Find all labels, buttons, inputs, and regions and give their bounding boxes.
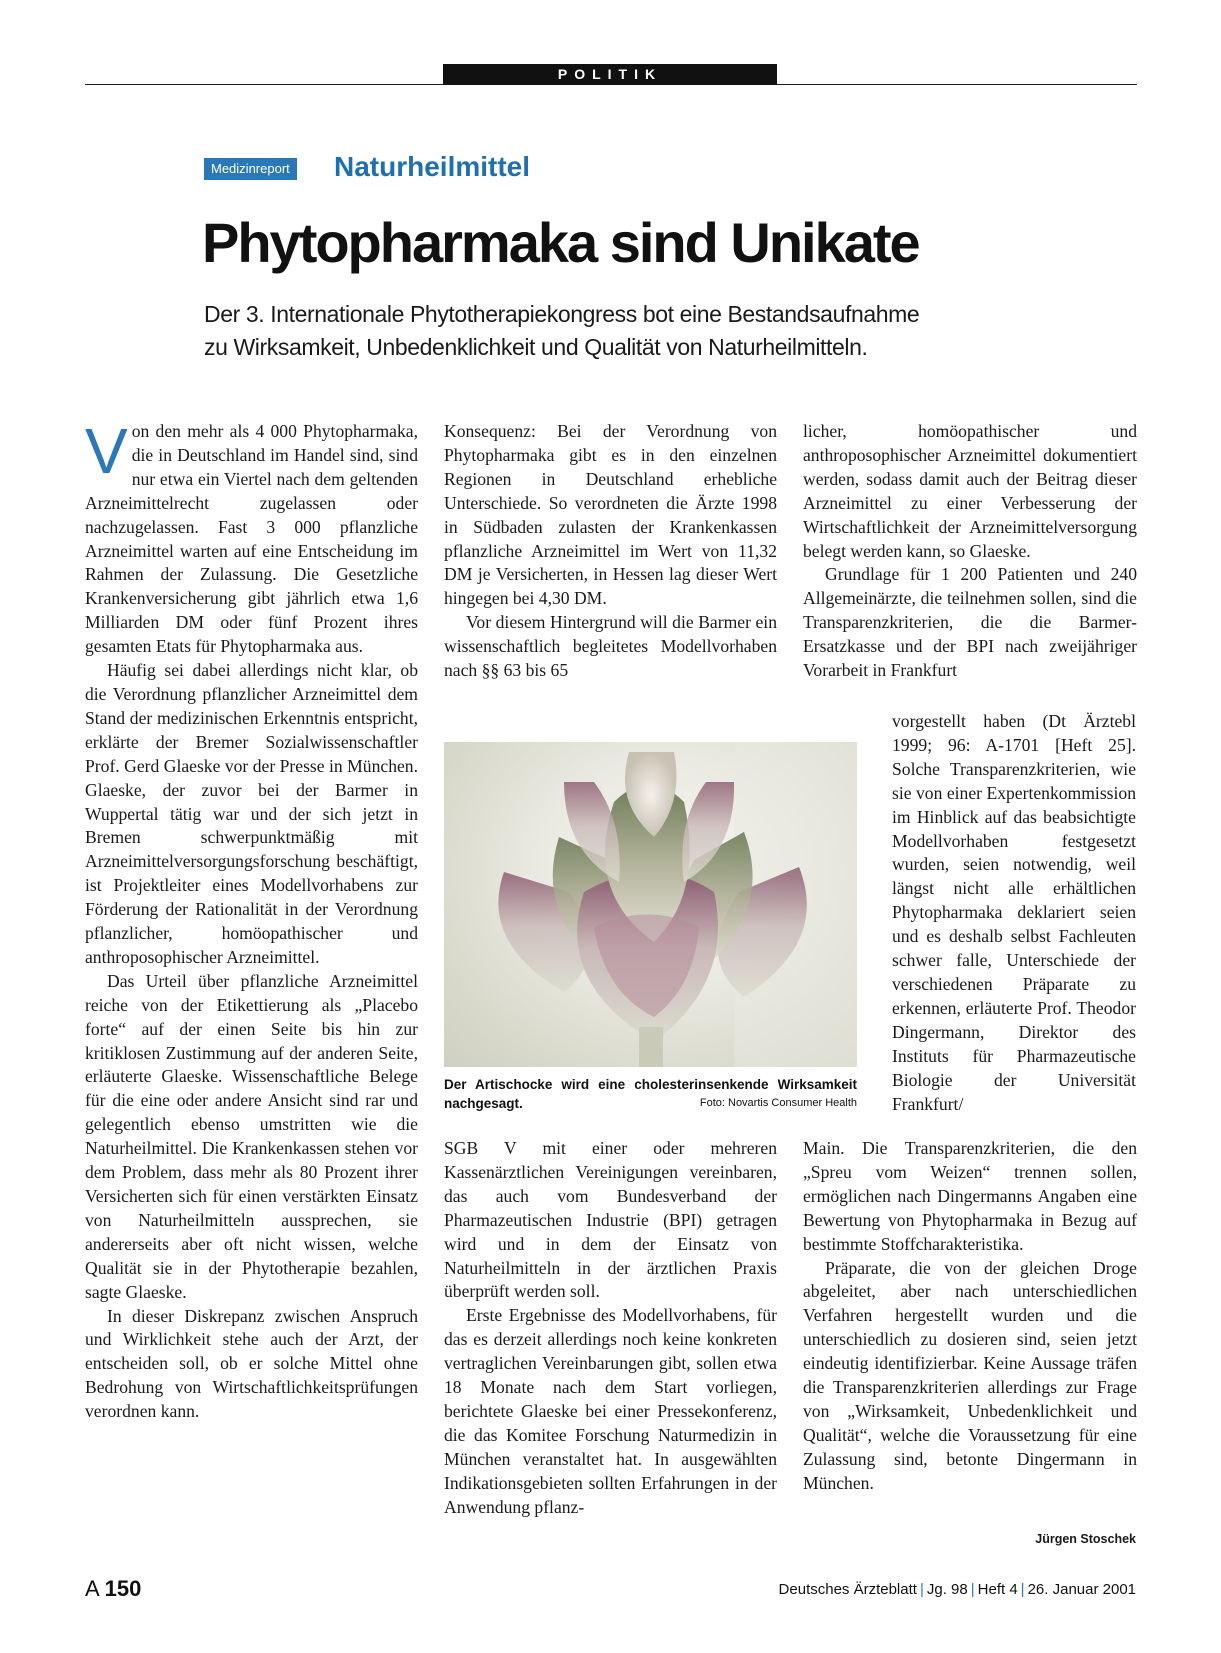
journal-volume: Jg. 98 [926,1581,968,1598]
photo-credit: Foto: Novartis Consumer Health [699,1097,857,1109]
paragraph: Main. Die Transparenzkriterien, die den „Spreu vom Weizen“ trennen sollen, ermöglichen nach Dingermanns Angaben eine Bewertung von Phytopharmaka in Bezug auf bestimmte Stoffcharakteristika. [803,1138,1137,1254]
subtitle-line-2: zu Wirksamkeit, Unbedenklichkeit und Qualität von Naturheilmitteln. [204,334,868,360]
article-column-2-top [444,420,777,683]
paragraph: In dieser Diskrepanz zwischen Anspruch und Wirklichkeit stehe auch der Arzt, der entscheiden soll, ob er solche Mittel ohne Bedrohung von Wirtschaftlichkeitsprüfungen verordnen kann. [85,1305,418,1422]
paragraph: Vor diesem Hintergrund will die Barmer ein wissenschaftlich begleitetes Modellvorhaben nach §§ 63 bis 65 [444,612,777,681]
author-signature: Jürgen Stoschek [1035,1532,1136,1546]
artichoke-photo [444,742,857,1067]
artichoke-illustration [444,742,857,1067]
separator: | [919,1581,924,1598]
paragraph: Konsequenz: Bei der Verordnung von Phytopharmaka gibt es in den einzelnen Regionen in Deutschland erhebliche Unterschiede. So verordneten die Ärzte 1998 in Südbaden zulasten der Krankenkassen pflanzliche Arzneimittel im Wert von 11,32 DM je Versicherten, in Hessen lag dieser Wert hingegen bei 4,30 DM. [444,421,777,609]
paragraph: vorgestellt haben (Dt Ärztebl 1999; 96: A-1701 [Heft 25]. Solche Transparenzkriterien, wie sie von einer Expertenkommission im Hinblick auf das beabsichtigte Modellvorhaben festgesetzt wurden, seien notwendig, weil längst nicht alle erhältlichen Phytopharmaka deklariert seien und es deshalb selbst Fachleuten schwer falle, Unterschiede der verschiedenen Präparate zu erkennen, erläuterte Prof. Theodor Dingermann, Direktor des Instituts für Pharmazeutische Biologie der Universität Frankfurt/ [892,711,1136,1114]
journal-issue: Heft 4 [977,1581,1018,1598]
paragraph: Häufig sei dabei allerdings nicht klar, ob die Verordnung pflanzlicher Arzneimittel dem Stand der medizinischen Erkenntnis entspricht, erklärte der Bremer Sozialwissenschaftler Prof. Gerd Glaeske vor der Presse in München. Glaeske, der zuvor bei der Barmer in Wuppertal tätig war und der sich jetzt in Bremen schwerpunktmäßig mit Arzneimittelversorgungsforschung beschäftigt, ist Projektleiter eines Modellvorhabens zur Förderung der Rationalität in der Verordnung pflanzlicher, homöopathischer und anthroposophischer Arzneimittel. [85,660,418,967]
subtitle [204,298,1104,364]
dropcap: V [85,415,128,487]
journal-info [779,1581,1136,1598]
page-prefix: A [85,1576,99,1601]
paragraph-text: on den mehr als 4 000 Phytopharmaka, die in Deutschland im Handel sind, sind nur etwa ein Viertel nach dem geltenden Arzneimittelrecht zugelassen oder nachzugelassen. Fast 3 000 pflanzliche Arzneimittel warten auf eine Entscheidung im Rahmen der Zulassung. Die Gesetzliche Krankenversicherung gibt jährlich etwa 1,6 Milliarden DM oder fünf Prozent ihres gesamten Etats für Phytopharmaka aus. [85,421,418,657]
paragraph [85,415,418,659]
paragraph: licher, homöopathischer und anthroposophischer Arzneimittel dokumentiert werden, sodass damit auch der Beitrag dieser Arzneimittel zu einer Verbesserung der Wirtschaftlichkeit der Arzneimittelversorgung belegt werden kann, so Glaeske. [803,421,1137,561]
paragraph: Grundlage für 1 200 Patienten und 240 Allgemeinärzte, die teilnehmen sollen, sind die Transparenzkriterien, die die Barmer-Ersatzkasse und der BPI nach zweijähriger Vorarbeit in Frankfurt [803,564,1137,681]
paragraph: Erste Ergebnisse des Modellvorhabens, für das es derzeit allerdings noch keine konkreten vertraglichen Vereinbarungen gibt, sollen etwa 18 Monate nach dem Start vorliegen, berichtete Glaeske bei einer Pressekonferenz, die das Komitee Forschung Naturmedizin in München veranstaltet hat. In ausgewählten Indikationsgebieten sollten Erfahrungen in der Anwendung pflanz- [444,1305,777,1517]
separator: | [1020,1581,1025,1598]
figure-caption [444,1075,857,1113]
journal-date: 26. Januar 2001 [1027,1581,1136,1598]
paragraph: Das Urteil über pflanzliche Arzneimittel reiche von der Etikettierung als „Placebo forte“ auf der einen Seite bis hin zur kritiklosen Zustimmung auf der anderen Seite, erläuterte Glaeske. Wissenschaftliche Belege für die eine oder andere Ansicht sind rar und gelegentlich ebenso umstritten wie die Naturheilmittel. Die Krankenkassen stehen vor dem Problem, dass mehr als 80 Prozent ihrer Versicherten sich für einen verstärkten Einsatz von Naturheilmitteln aussprechen, sie andererseits aber oft nicht wissen, welche Qualität sie in der Phytotherapie bezahlen, sagte Glaeske. [85,970,418,1302]
separator: | [970,1581,975,1598]
article-column-1 [85,415,418,1424]
article-column-3-top [803,420,1137,683]
article-column-3-bottom [803,1137,1137,1496]
journal-name: Deutsches Ärzteblatt [778,1581,917,1598]
caption-text: Der Artischocke wird eine cholesterinsenkende Wirksamkeit nachgesagt. [444,1077,857,1111]
section-label: POLITIK [443,64,777,85]
paragraph: SGB V mit einer oder mehreren Kassenärztlichen Vereinigungen vereinbaren, das auch vom Bundesverband der Pharmazeutischen Industrie (BPI) getragen wird und in dem der Einsatz von Naturheilmitteln in der ärztlichen Praxis überprüft werden soll. [444,1138,777,1302]
paragraph: Präparate, die von der gleichen Droge abgeleitet, aber nach unterschiedlichen Verfahren hergestellt wurden und die unterschiedlich zu dosieren sind, seien jetzt eindeutig identifizierbar. Keine Aussage träfen die Transparenzkriterien allerdings zur Frage von „Wirksamkeit, Unbedenklichkeit und Qualität“, welche die Voraussetzung für eine Zulassung sind, betonte Dingermann in München. [803,1257,1137,1493]
page-number [85,1576,141,1602]
article-column-3-middle [892,710,1136,1116]
subtitle-line-1: Der 3. Internationale Phytotherapiekongress bot eine Bestandsaufnahme [204,301,920,327]
headline: Phytopharmaka sind Unikate [202,211,919,274]
kicker-title: Naturheilmittel [334,151,531,182]
kicker-badge: Medizinreport [204,158,297,180]
article-column-2-bottom [444,1137,777,1520]
page-number-value: 150 [104,1576,142,1601]
